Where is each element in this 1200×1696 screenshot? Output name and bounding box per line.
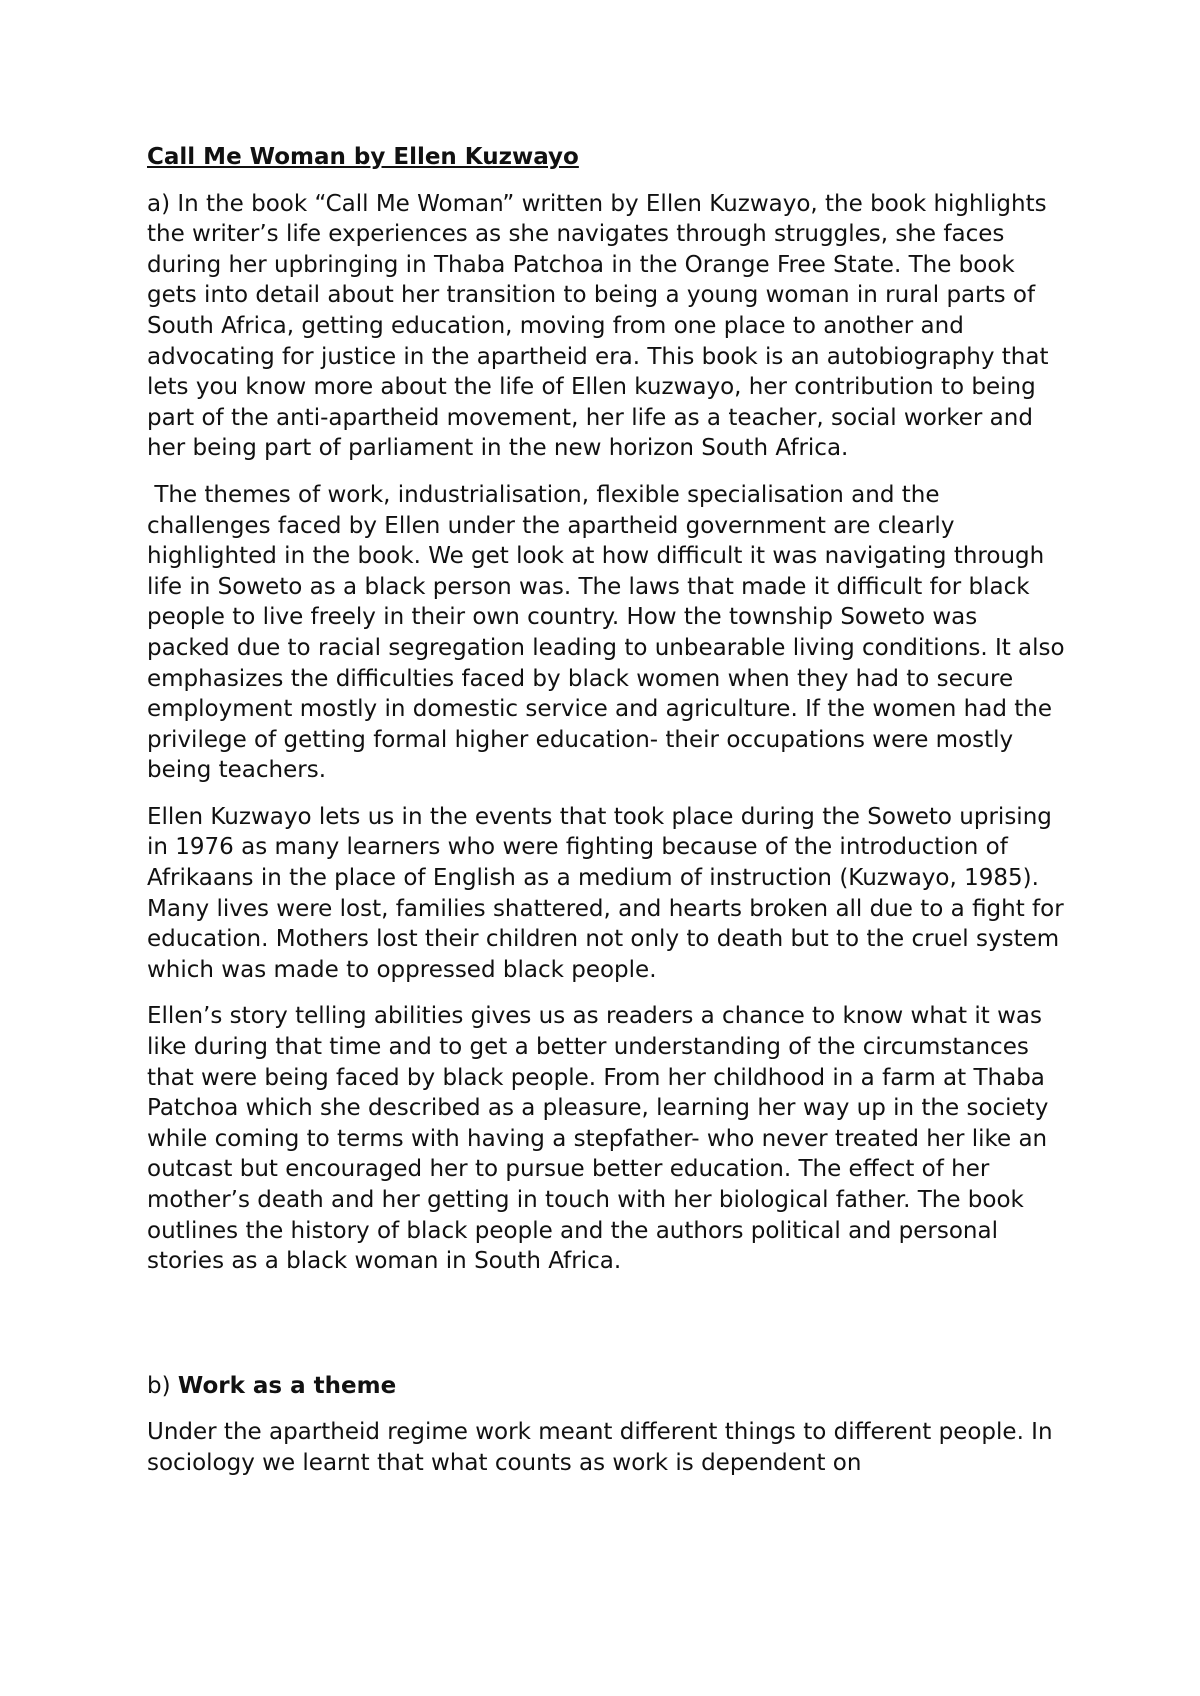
document-title: Call Me Woman by Ellen Kuzwayo (147, 144, 579, 170)
section-b-heading (147, 1371, 1067, 1402)
section-b-prefix: b) (147, 1372, 178, 1399)
paragraph-a-intro: a) In the book “Call Me Woman” written by Ellen Kuzwayo, the book highlights the writer’s life experiences as she navigates through struggles, she faces during her upbringing in Thaba Patchoa in the Orange Free State. The book gets into detail about her transition to being a young woman in rural parts of South Africa, getting education, moving from one place to another and advocating for justice in the apartheid era. This book is an autobiography that lets you know more about the life of Ellen kuzwayo, her contribution to being part of the anti-apartheid movement, her life as a teacher, social worker and her being part of parliament in the new horizon South Africa. (147, 190, 1049, 462)
paragraph-themes: The themes of work, industrialisation, flexible specialisation and the challenges faced by Ellen under the apartheid government are clearly highlighted in the book. We get look at how difficult it was navigating through life in Soweto as a black person was. The laws that made it difficult for black people to live freely in their own country. How the township Soweto was packed due to racial segregation leading to unbearable living conditions. It also emphasizes the difficulties faced by black women when they had to secure employment mostly in domestic service and agriculture. If the women had the privilege of getting formal higher education- their occupations were mostly being teachers. (147, 481, 1072, 784)
paragraph-soweto-uprising: Ellen Kuzwayo lets us in the events that took place during the Soweto uprising in 1976 as many learners who were fighting because of the introduction of Afrikaans in the place of English as a medium of instruction (Kuzwayo, 1985). Many lives were lost, families shattered, and hearts broken all due to a fight for education. Mothers lost their children not only to death but to the cruel system which was made to oppressed black people. (147, 803, 1064, 983)
paragraph-storytelling: Ellen’s story telling abilities gives us as readers a chance to know what it was like during that time and to get a better understanding of the circumstances that were being faced by black people. From her childhood in a farm at Thaba Patchoa which she described as a pleasure, learning her way up in the society while coming to terms with having a stepfather- who never treated her like an outcast but encouraged her to pursue better education. The effect of her mother’s death and her getting in touch with her biological father. The book outlines the history of black people and the authors political and personal stories as a black woman in South Africa. (147, 1003, 1049, 1275)
section-b-title: Work as a theme (177, 1372, 397, 1399)
document-body (147, 142, 1072, 1495)
blank-space (147, 1293, 1067, 1371)
paragraph-work-theme: Under the apartheid regime work meant different things to different people. In sociology we learnt that what counts as work is dependent on (147, 1419, 1053, 1476)
